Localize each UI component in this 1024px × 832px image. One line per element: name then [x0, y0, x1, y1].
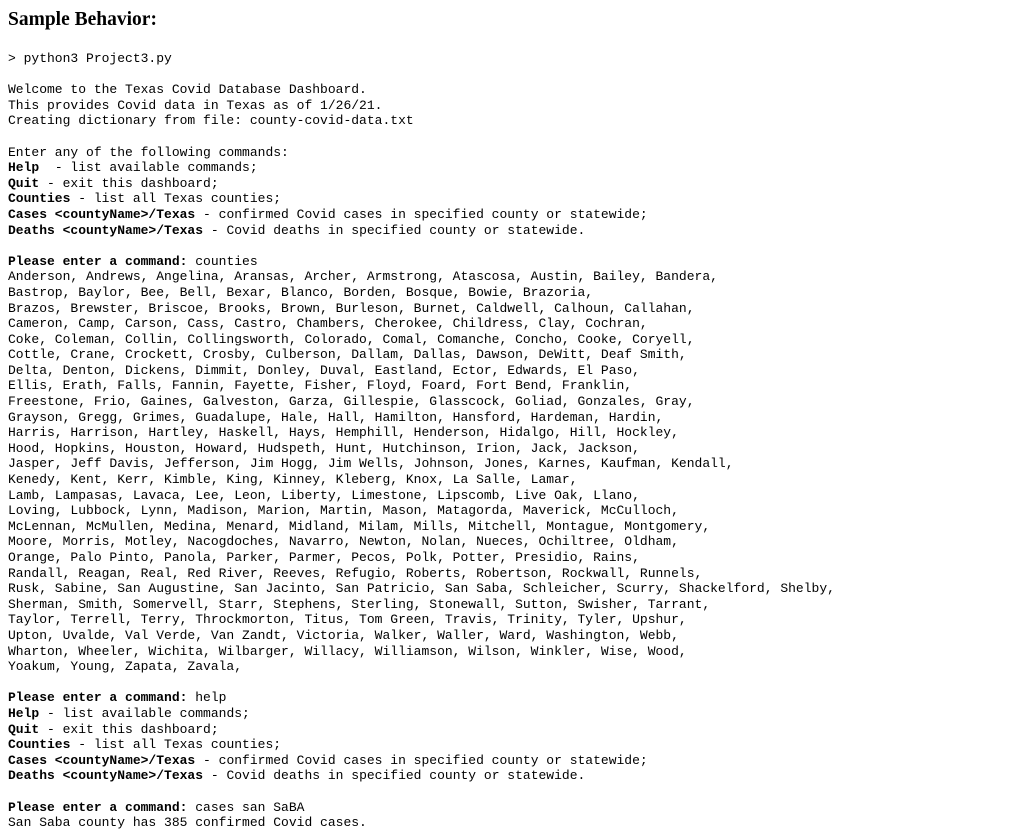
- terminal-line: [8, 51, 835, 67]
- line-text: Sherman, Smith, Somervell, Starr, Stephens, Sterling, Stonewall, Sutton, Swisher, Tarrant,: [8, 596, 711, 612]
- bold-label: Quit: [8, 175, 40, 191]
- line-text: Delta, Denton, Dickens, Dimmit, Donley, Duval, Eastland, Ector, Edwards, El Paso,: [8, 362, 640, 378]
- terminal-line: [8, 566, 835, 582]
- bold-label: Counties: [8, 737, 71, 753]
- terminal-line: [8, 363, 835, 379]
- line-text: Ellis, Erath, Falls, Fannin, Fayette, Fisher, Floyd, Foard, Fort Bend, Franklin,: [8, 378, 633, 394]
- line-text: Moore, Morris, Motley, Nacogdoches, Navarro, Newton, Nolan, Nueces, Ochiltree, Oldham,: [8, 534, 679, 550]
- terminal-output: [8, 51, 835, 831]
- line-text: - confirmed Covid cases in specified county or statewide;: [195, 752, 648, 768]
- line-text: Wharton, Wheeler, Wichita, Wilbarger, Willacy, Williamson, Wilson, Winkler, Wise, Wood,: [8, 643, 687, 659]
- line-text: Cameron, Camp, Carson, Cass, Castro, Chambers, Cherokee, Childress, Clay, Cochran,: [8, 316, 648, 332]
- line-text: > python3 Project3.py: [8, 51, 172, 66]
- line-text: - list all Texas counties;: [70, 191, 282, 207]
- line-text: McLennan, McMullen, Medina, Menard, Midland, Milam, Mills, Mitchell, Montague, Montgomery,: [8, 518, 711, 534]
- terminal-line: [8, 768, 835, 784]
- line-text: Grayson, Gregg, Grimes, Guadalupe, Hale, Hall, Hamilton, Hansford, Hardeman, Hardin,: [8, 409, 664, 425]
- bold-label: Counties: [8, 191, 71, 207]
- terminal-line: [8, 550, 835, 566]
- line-text: counties: [187, 253, 258, 269]
- terminal-line: [8, 160, 835, 176]
- line-text: This provides Covid data in Texas as of 1/26/21.: [8, 97, 383, 113]
- line-text: Yoakum, Young, Zapata, Zavala,: [8, 659, 243, 675]
- terminal-line: [8, 394, 835, 410]
- line-text: help: [187, 690, 227, 706]
- page-heading: Sample Behavior:: [8, 9, 157, 30]
- terminal-line: [8, 67, 835, 83]
- line-text: Upton, Uvalde, Val Verde, Van Zandt, Victoria, Walker, Waller, Ward, Washington, Webb,: [8, 627, 679, 643]
- terminal-line: [8, 176, 835, 192]
- terminal-line: [8, 410, 835, 426]
- line-text: - Covid deaths in specified county or statewide.: [203, 768, 586, 784]
- terminal-line: [8, 690, 835, 706]
- terminal-line: [8, 503, 835, 519]
- terminal-line: [8, 191, 835, 207]
- terminal-line: [8, 82, 835, 98]
- line-text: Taylor, Terrell, Terry, Throckmorton, Titus, Tom Green, Travis, Trinity, Tyler, Upshur,: [8, 612, 687, 628]
- line-text: - exit this dashboard;: [39, 175, 219, 191]
- line-text: Hood, Hopkins, Houston, Howard, Hudspeth, Hunt, Hutchinson, Irion, Jack, Jackson,: [8, 440, 640, 456]
- line-text: San Saba county has 385 confirmed Covid cases.: [8, 815, 367, 831]
- terminal-line: [8, 301, 835, 317]
- terminal-line: [8, 488, 835, 504]
- terminal-line: [8, 597, 835, 613]
- bold-label: Cases <countyName>/Texas: [8, 206, 196, 222]
- bold-label: Help: [8, 160, 40, 176]
- terminal-line: [8, 519, 835, 535]
- terminal-line: [8, 425, 835, 441]
- terminal-line: [8, 581, 835, 597]
- terminal-line: [8, 238, 835, 254]
- line-text: Loving, Lubbock, Lynn, Madison, Marion, Martin, Mason, Matagorda, Maverick, McCulloch,: [8, 503, 679, 519]
- line-text: Harris, Harrison, Hartley, Haskell, Hays, Hemphill, Henderson, Hidalgo, Hill, Hockley,: [8, 425, 679, 441]
- bold-label: Quit: [8, 721, 40, 737]
- terminal-line: [8, 800, 835, 816]
- terminal-line: [8, 129, 835, 145]
- line-text: Orange, Palo Pinto, Panola, Parker, Parmer, Pecos, Polk, Potter, Presidio, Rains,: [8, 550, 640, 565]
- line-text: - exit this dashboard;: [39, 721, 219, 737]
- line-text: Lamb, Lampasas, Lavaca, Lee, Leon, Liberty, Limestone, Lipscomb, Live Oak, Llano,: [8, 487, 640, 503]
- line-text: cases san SaBA: [187, 799, 305, 815]
- line-text: Enter any of the following commands:: [8, 144, 289, 160]
- terminal-line: [8, 706, 835, 722]
- terminal-line: [8, 269, 835, 285]
- terminal-line: [8, 223, 835, 239]
- line-text: Coke, Coleman, Collin, Collingsworth, Colorado, Comal, Comanche, Concho, Cooke, Coryell,: [8, 331, 695, 347]
- terminal-line: [8, 815, 835, 831]
- line-text: - Covid deaths in specified county or statewide.: [203, 222, 586, 238]
- terminal-line: [8, 254, 835, 270]
- terminal-line: [8, 722, 835, 738]
- terminal-line: [8, 737, 835, 753]
- terminal-line: [8, 113, 835, 129]
- terminal-line: [8, 659, 835, 675]
- terminal-line: [8, 753, 835, 769]
- line-text: Brazos, Brewster, Briscoe, Brooks, Brown, Burleson, Burnet, Caldwell, Calhoun, Callahan,: [8, 300, 695, 316]
- bold-label: Please enter a command:: [8, 690, 188, 706]
- terminal-line: [8, 207, 835, 223]
- line-text: Kenedy, Kent, Kerr, Kimble, King, Kinney, Kleberg, Knox, La Salle, Lamar,: [8, 472, 578, 488]
- terminal-line: [8, 145, 835, 161]
- line-text: Bastrop, Baylor, Bee, Bell, Bexar, Blanco, Borden, Bosque, Bowie, Brazoria,: [8, 284, 594, 300]
- bold-label: Please enter a command:: [8, 253, 188, 269]
- terminal-line: [8, 472, 835, 488]
- line-text: - list all Texas counties;: [70, 737, 282, 753]
- terminal-line: [8, 456, 835, 472]
- line-text: Freestone, Frio, Gaines, Galveston, Garza, Gillespie, Glasscock, Goliad, Gonzales, Gray,: [8, 394, 695, 410]
- terminal-line: [8, 285, 835, 301]
- terminal-line: [8, 316, 835, 332]
- bold-label: Deaths <countyName>/Texas: [8, 768, 204, 784]
- line-text: Creating dictionary from file: county-covid-data.txt: [8, 113, 414, 129]
- terminal-line: [8, 98, 835, 114]
- line-text: Cottle, Crane, Crockett, Crosby, Culberson, Dallam, Dallas, Dawson, DeWitt, Deaf Smith,: [8, 347, 687, 363]
- terminal-line: [8, 675, 835, 691]
- terminal-line: [8, 378, 835, 394]
- terminal-line: [8, 332, 835, 348]
- bold-label: Please enter a command:: [8, 799, 188, 815]
- line-text: - confirmed Covid cases in specified county or statewide;: [195, 206, 648, 222]
- terminal-line: [8, 441, 835, 457]
- terminal-line: [8, 534, 835, 550]
- line-text: Randall, Reagan, Real, Red River, Reeves, Refugio, Roberts, Robertson, Rockwall, Runnels,: [8, 565, 703, 581]
- terminal-line: [8, 612, 835, 628]
- bold-label: Help: [8, 705, 40, 721]
- line-text: Welcome to the Texas Covid Database Dashboard.: [8, 82, 367, 98]
- bold-label: Deaths <countyName>/Texas: [8, 222, 204, 238]
- terminal-line: [8, 347, 835, 363]
- bold-label: Cases <countyName>/Texas: [8, 752, 196, 768]
- terminal-line: [8, 628, 835, 644]
- terminal-line: [8, 644, 835, 660]
- terminal-line: [8, 784, 835, 800]
- line-text: Jasper, Jeff Davis, Jefferson, Jim Hogg, Jim Wells, Johnson, Jones, Karnes, Kaufman, Kendall,: [8, 456, 734, 472]
- line-text: - list available commands;: [39, 705, 250, 721]
- line-text: - list available commands;: [39, 160, 258, 176]
- line-text: Rusk, Sabine, San Augustine, San Jacinto, San Patricio, San Saba, Schleicher, Scurry, Shackelford, Shelby,: [8, 581, 835, 597]
- line-text: Anderson, Andrews, Angelina, Aransas, Archer, Armstrong, Atascosa, Austin, Bailey, Bandera,: [8, 269, 718, 285]
